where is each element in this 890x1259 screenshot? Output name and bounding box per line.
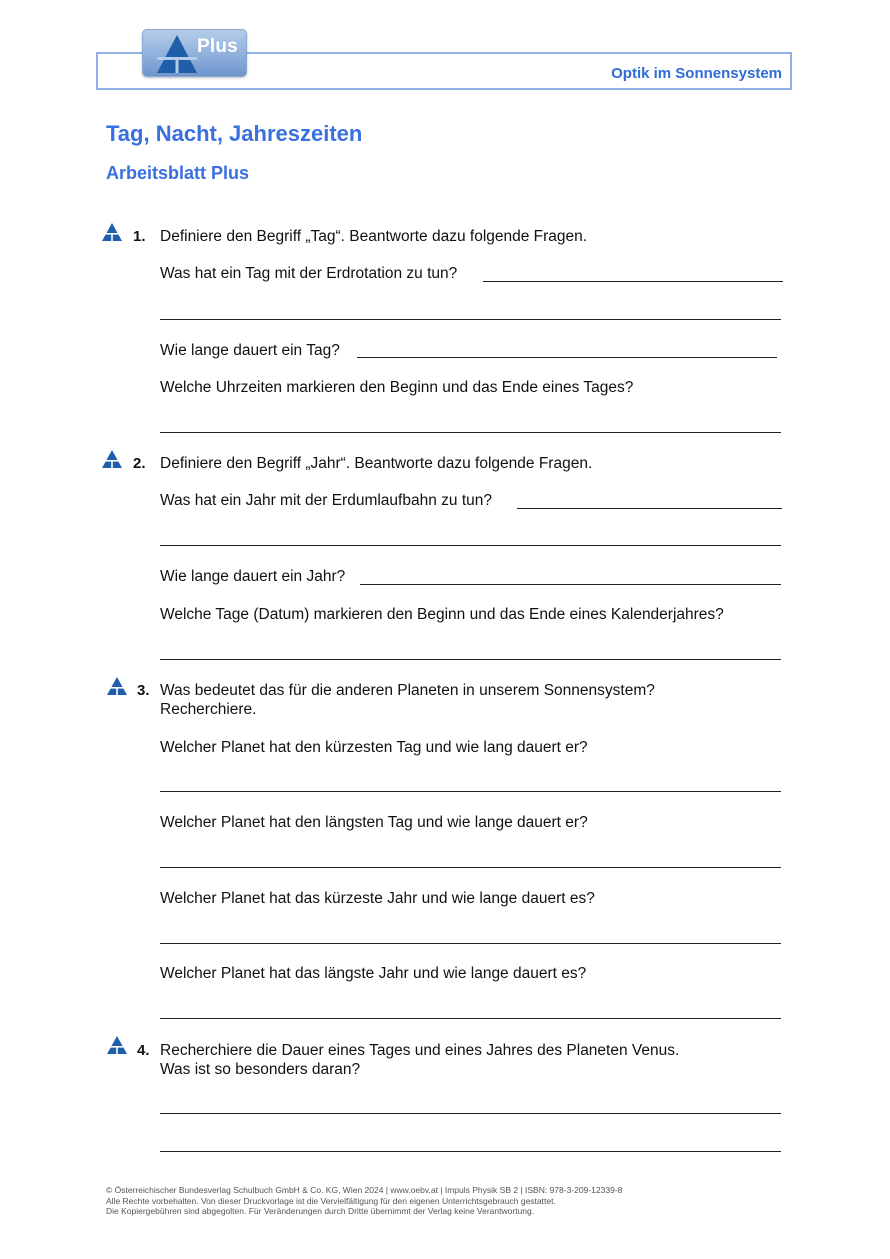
- task-3-question-2: Welcher Planet hat den längsten Tag und wie lange dauert er?: [160, 814, 588, 831]
- footer-rights: Alle Rechte vorbehalten. Von dieser Druckvorlage ist die Vervielfältigung für den eigenen Unterrichtsgebrauch gestattet.: [106, 1195, 556, 1206]
- task-1-question-2: Wie lange dauert ein Tag?: [160, 342, 340, 359]
- logo-text: Plus: [197, 36, 238, 57]
- task-3-pyramid-icon: [107, 677, 127, 695]
- task-3-question-1: Welcher Planet hat den kürzesten Tag und wie lang dauert er?: [160, 739, 588, 756]
- plus-logo: [142, 29, 247, 77]
- task-4-number: 4.: [137, 1042, 150, 1059]
- task-2-pyramid-icon: [102, 450, 122, 468]
- header-topic: Optik im Sonnensystem: [611, 65, 782, 82]
- task-3-prompt-line-2: Recherchiere.: [160, 701, 257, 718]
- answer-line[interactable]: [160, 659, 781, 660]
- task-4-prompt-line-1: Recherchiere die Dauer eines Tages und eines Jahres des Planeten Venus.: [160, 1042, 680, 1059]
- answer-line[interactable]: [483, 281, 783, 282]
- task-1-number: 1.: [133, 228, 146, 245]
- page-title: Tag, Nacht, Jahreszeiten: [106, 121, 363, 146]
- footer-disclaimer: Die Kopiergebühren sind abgegolten. Für Veränderungen durch Dritte übernimmt der Verlag keine Verantwortung.: [106, 1206, 535, 1216]
- answer-line[interactable]: [160, 319, 781, 320]
- answer-line[interactable]: [160, 432, 781, 433]
- answer-line[interactable]: [517, 508, 782, 509]
- task-4-prompt-line-2: Was ist so besonders daran?: [160, 1061, 361, 1078]
- answer-line[interactable]: [160, 1113, 781, 1114]
- task-2-question-2: Wie lange dauert ein Jahr?: [160, 568, 346, 585]
- answer-line[interactable]: [360, 584, 781, 585]
- answer-line[interactable]: [160, 1018, 781, 1019]
- task-2-prompt: Definiere den Begriff „Jahr“. Beantworte dazu folgende Fragen.: [160, 455, 593, 472]
- task-3-number: 3.: [137, 682, 150, 699]
- page-subtitle: Arbeitsblatt Plus: [106, 163, 250, 183]
- task-3-prompt-line-1: Was bedeutet das für die anderen Planeten in unserem Sonnensystem?: [160, 682, 655, 699]
- answer-line[interactable]: [160, 943, 781, 944]
- task-2-question-3: Welche Tage (Datum) markieren den Beginn und das Ende eines Kalenderjahres?: [160, 606, 724, 623]
- footer: [106, 1185, 622, 1217]
- answer-line[interactable]: [160, 867, 781, 868]
- task-4-pyramid-icon: [107, 1036, 127, 1054]
- task-1-question-1: Was hat ein Tag mit der Erdrotation zu tun?: [160, 265, 458, 282]
- answer-line[interactable]: [357, 357, 777, 358]
- answer-line[interactable]: [160, 1151, 781, 1152]
- task-2-question-1: Was hat ein Jahr mit der Erdumlaufbahn zu tun?: [160, 492, 492, 509]
- footer-copyright: © Österreichischer Bundesverlag Schulbuch GmbH & Co. KG, Wien 2024 | www.oebv.at | Impuls Physik SB 2 | ISBN: 978-3-209-12339-8: [106, 1185, 623, 1195]
- task-3-question-3: Welcher Planet hat das kürzeste Jahr und wie lange dauert es?: [160, 890, 595, 907]
- task-1-question-3: Welche Uhrzeiten markieren den Beginn und das Ende eines Tages?: [160, 379, 634, 396]
- answer-line[interactable]: [160, 791, 781, 792]
- task-1-pyramid-icon: [102, 223, 122, 241]
- answer-line[interactable]: [160, 545, 781, 546]
- task-1-prompt: Definiere den Begriff „Tag“. Beantworte dazu folgende Fragen.: [160, 228, 588, 245]
- task-3-question-4: Welcher Planet hat das längste Jahr und wie lange dauert es?: [160, 965, 587, 982]
- task-2-number: 2.: [133, 455, 146, 472]
- pyramid-logo-icon: [157, 35, 197, 73]
